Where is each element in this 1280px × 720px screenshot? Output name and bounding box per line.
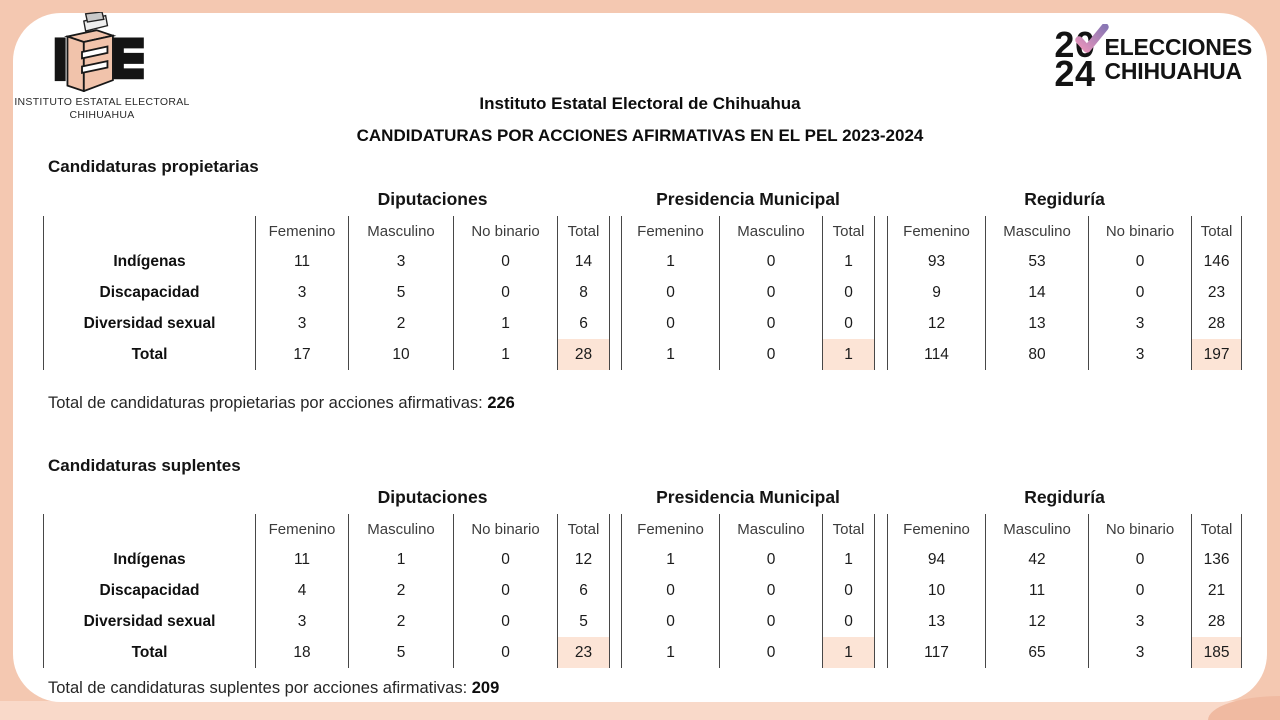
- group-gap: [610, 308, 622, 339]
- checkmark-icon: [1075, 24, 1109, 55]
- data-cell: 3: [256, 277, 349, 308]
- column-header: Total: [823, 514, 875, 544]
- column-header: Femenino: [256, 514, 349, 544]
- data-cell: 0: [454, 637, 558, 668]
- logo-wordmark-line2: CHIHUAHUA: [1104, 57, 1242, 84]
- data-cell: 0: [720, 575, 823, 606]
- data-cell: 0: [823, 308, 875, 339]
- data-cell: 17: [256, 339, 349, 370]
- data-cell: 0: [823, 606, 875, 637]
- group-gap: [610, 339, 622, 370]
- row-label: Discapacidad: [44, 277, 256, 308]
- column-header-row: [44, 514, 1242, 544]
- data-cell: 146: [1192, 246, 1242, 277]
- group-header: Presidencia Municipal: [656, 487, 840, 507]
- group-gap: [610, 544, 622, 575]
- group-gap: [875, 514, 888, 544]
- data-cell: 0: [622, 575, 720, 606]
- data-cell: 6: [558, 308, 610, 339]
- group-header: Regiduría: [1024, 487, 1105, 507]
- column-header: Masculino: [720, 514, 823, 544]
- ballot-box-icon: [46, 12, 158, 92]
- data-cell: 21: [1192, 575, 1242, 606]
- column-header-row: [44, 216, 1242, 246]
- page-title: Instituto Estatal Electoral de Chihuahua: [479, 94, 801, 113]
- column-header: Total: [823, 216, 875, 246]
- data-cell: 53: [986, 246, 1089, 277]
- data-cell: 0: [1089, 246, 1192, 277]
- data-cell: 0: [1089, 544, 1192, 575]
- group-gap: [610, 216, 622, 246]
- data-cell: 12: [888, 308, 986, 339]
- data-cell: 28: [1192, 308, 1242, 339]
- page-subtitle: CANDIDATURAS POR ACCIONES AFIRMATIVAS EN EL PEL 2023-2024: [356, 126, 924, 145]
- group-gap: [610, 514, 622, 544]
- data-cell: 0: [622, 277, 720, 308]
- group-header: Regiduría: [1024, 189, 1105, 209]
- data-cell: 0: [454, 246, 558, 277]
- data-cell: 1: [823, 246, 875, 277]
- data-cell: 0: [454, 575, 558, 606]
- data-cell: 10: [888, 575, 986, 606]
- group-gap: [610, 277, 622, 308]
- data-cell: 23: [1192, 277, 1242, 308]
- column-header: Total: [1192, 514, 1242, 544]
- data-cell: 3: [256, 308, 349, 339]
- data-cell: 3: [1089, 606, 1192, 637]
- column-header: Femenino: [622, 514, 720, 544]
- data-cell: 80: [986, 339, 1089, 370]
- group-header: Diputaciones: [377, 189, 488, 209]
- elecciones-2024-logo: [1054, 24, 1252, 94]
- data-cell: 1: [622, 339, 720, 370]
- summary-prefix: Total de candidaturas suplentes por acciones afirmativas:: [48, 679, 472, 697]
- group-gap: [610, 575, 622, 606]
- table-row: [44, 308, 1242, 339]
- data-cell: 1: [454, 308, 558, 339]
- data-cell: 3: [1089, 637, 1192, 668]
- data-cell: 13: [888, 606, 986, 637]
- data-cell: 2: [349, 606, 454, 637]
- data-cell: 9: [888, 277, 986, 308]
- table-propietarias: [43, 185, 1242, 370]
- total-cell: 197: [1192, 339, 1242, 370]
- logo-wordmark: [1104, 36, 1252, 83]
- summary-propietarias: [48, 394, 515, 413]
- data-cell: 117: [888, 637, 986, 668]
- data-cell: 93: [888, 246, 986, 277]
- data-cell: 11: [986, 575, 1089, 606]
- group-header-spacer: [44, 185, 256, 216]
- data-cell: 42: [986, 544, 1089, 575]
- group-header: Diputaciones: [377, 487, 488, 507]
- data-cell: 12: [558, 544, 610, 575]
- table-row: [44, 606, 1242, 637]
- group-gap: [875, 277, 888, 308]
- logo-wordmark-line1: ELECCIONES: [1104, 34, 1252, 61]
- data-cell: 0: [720, 339, 823, 370]
- total-cell: 23: [558, 637, 610, 668]
- data-cell: 0: [454, 544, 558, 575]
- group-header-spacer: [44, 483, 256, 514]
- row-label: Indígenas: [44, 246, 256, 277]
- column-header: No binario: [1089, 514, 1192, 544]
- table-row: [44, 544, 1242, 575]
- column-header: Total: [1192, 216, 1242, 246]
- column-header: Femenino: [256, 216, 349, 246]
- data-cell: 5: [349, 637, 454, 668]
- column-header: Total: [558, 216, 610, 246]
- logo-year: [1054, 24, 1096, 94]
- table-row: [44, 339, 1242, 370]
- data-cell: 12: [986, 606, 1089, 637]
- group-gap: [875, 216, 888, 246]
- column-header: No binario: [454, 514, 558, 544]
- data-cell: 14: [986, 277, 1089, 308]
- column-header: No binario: [1089, 216, 1192, 246]
- data-cell: 3: [349, 246, 454, 277]
- summary-prefix: Total de candidaturas propietarias por acciones afirmativas:: [48, 394, 488, 412]
- table-suplentes: [43, 483, 1242, 668]
- data-cell: 0: [720, 606, 823, 637]
- data-cell: 1: [622, 637, 720, 668]
- group-gap: [610, 637, 622, 668]
- group-gap: [610, 483, 622, 514]
- group-gap: [875, 606, 888, 637]
- data-cell: 4: [256, 575, 349, 606]
- iee-logo-text-line2: CHIHUAHUA: [69, 109, 135, 122]
- column-header: Total: [558, 514, 610, 544]
- summary-suplentes: [48, 679, 499, 698]
- data-cell: 0: [622, 308, 720, 339]
- group-gap: [875, 246, 888, 277]
- section-heading-propietarias: Candidaturas propietarias: [48, 157, 259, 176]
- logo-year-bottom: 24: [1054, 52, 1096, 94]
- row-label-header: [44, 216, 256, 246]
- data-cell: 5: [349, 277, 454, 308]
- data-cell: 11: [256, 544, 349, 575]
- data-cell: 14: [558, 246, 610, 277]
- data-cell: 2: [349, 575, 454, 606]
- data-cell: 0: [720, 277, 823, 308]
- group-gap: [875, 308, 888, 339]
- data-cell: 0: [720, 246, 823, 277]
- data-cell: 0: [1089, 277, 1192, 308]
- group-header: Presidencia Municipal: [656, 189, 840, 209]
- table-row: [44, 277, 1242, 308]
- data-cell: 8: [558, 277, 610, 308]
- group-header-row: [44, 483, 1242, 514]
- data-cell: 3: [1089, 308, 1192, 339]
- column-header: Femenino: [888, 216, 986, 246]
- data-cell: 65: [986, 637, 1089, 668]
- group-gap: [875, 544, 888, 575]
- logo-year-top: 20: [1054, 24, 1096, 65]
- row-label-header: [44, 514, 256, 544]
- row-label: Total: [44, 637, 256, 668]
- column-header: Masculino: [986, 216, 1089, 246]
- summary-value: 209: [471, 679, 500, 697]
- column-header: Masculino: [349, 514, 454, 544]
- data-cell: 5: [558, 606, 610, 637]
- data-cell: 0: [622, 606, 720, 637]
- group-gap: [875, 339, 888, 370]
- data-cell: 0: [823, 277, 875, 308]
- data-cell: 11: [256, 246, 349, 277]
- data-cell: 0: [720, 544, 823, 575]
- group-gap: [610, 606, 622, 637]
- total-cell: 28: [558, 339, 610, 370]
- group-gap: [875, 185, 888, 216]
- data-cell: 18: [256, 637, 349, 668]
- row-label: Discapacidad: [44, 575, 256, 606]
- section-heading-suplentes: Candidaturas suplentes: [48, 456, 241, 475]
- group-header-row: [44, 185, 1242, 216]
- row-label: Diversidad sexual: [44, 308, 256, 339]
- data-cell: 94: [888, 544, 986, 575]
- column-header: Masculino: [349, 216, 454, 246]
- table-row: [44, 246, 1242, 277]
- total-cell: 1: [823, 637, 875, 668]
- row-label: Indígenas: [44, 544, 256, 575]
- group-gap: [610, 185, 622, 216]
- table-row: [44, 575, 1242, 606]
- data-cell: 0: [1089, 575, 1192, 606]
- data-cell: 0: [454, 606, 558, 637]
- data-cell: 2: [349, 308, 454, 339]
- group-gap: [610, 246, 622, 277]
- data-cell: 3: [1089, 339, 1192, 370]
- data-cell: 1: [622, 246, 720, 277]
- data-cell: 3: [256, 606, 349, 637]
- total-cell: 185: [1192, 637, 1242, 668]
- bottom-decor-strip: [0, 701, 1280, 720]
- group-gap: [875, 637, 888, 668]
- data-cell: 1: [349, 544, 454, 575]
- column-header: No binario: [454, 216, 558, 246]
- data-cell: 28: [1192, 606, 1242, 637]
- data-cell: 10: [349, 339, 454, 370]
- table-row: [44, 637, 1242, 668]
- data-cell: 0: [454, 277, 558, 308]
- data-cell: 13: [986, 308, 1089, 339]
- group-gap: [875, 575, 888, 606]
- total-cell: 1: [823, 339, 875, 370]
- row-label: Total: [44, 339, 256, 370]
- summary-value: 226: [487, 394, 515, 412]
- data-cell: 0: [720, 637, 823, 668]
- column-header: Femenino: [622, 216, 720, 246]
- column-header: Femenino: [888, 514, 986, 544]
- data-cell: 1: [823, 544, 875, 575]
- data-cell: 136: [1192, 544, 1242, 575]
- data-cell: 114: [888, 339, 986, 370]
- data-cell: 1: [622, 544, 720, 575]
- data-cell: 0: [720, 308, 823, 339]
- group-gap: [875, 483, 888, 514]
- column-header: Masculino: [720, 216, 823, 246]
- column-header: Masculino: [986, 514, 1089, 544]
- data-cell: 1: [454, 339, 558, 370]
- data-cell: 0: [823, 575, 875, 606]
- data-cell: 6: [558, 575, 610, 606]
- row-label: Diversidad sexual: [44, 606, 256, 637]
- iee-logo-text-line1: INSTITUTO ESTATAL ELECTORAL: [14, 96, 190, 108]
